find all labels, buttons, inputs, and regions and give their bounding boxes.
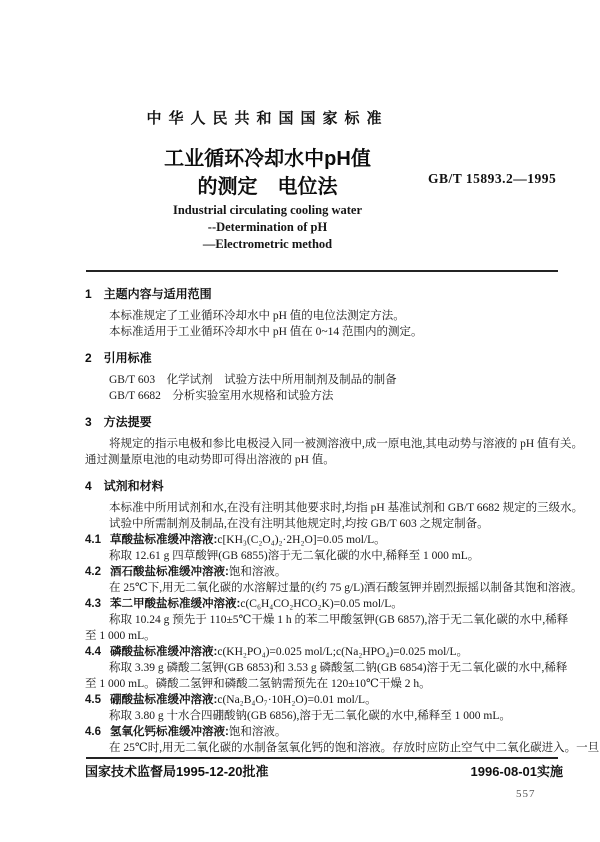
text-line: 至 1 000 mL。磷酸二氢钾和磷酸二氢钠需预先在 120±10℃干燥 2 h。	[85, 678, 431, 690]
text-line: 试验中所需制剂及制品,在没有注明其他规定时,均按 GB/T 603 之规定制备。	[109, 518, 489, 530]
english-title-line3: —Electrometric method	[202, 237, 333, 251]
body-lines	[85, 286, 600, 756]
clause-line	[85, 644, 567, 660]
clause-number: 4.1	[85, 534, 101, 546]
text-line: GB/T 6682 分析实验室用水规格和试验方法	[109, 390, 334, 402]
clause-line	[85, 532, 567, 548]
text-line: 在 25℃下,用无二氧化碳的水溶解过量的(约 75 g/L)酒石酸氢钾并剧烈振摇以制备其饱和溶液。	[109, 582, 583, 594]
footer-divider-rule	[86, 757, 558, 759]
clause-number: 4.2	[85, 566, 101, 578]
text-line: 称取 12.61 g 四草酸钾(GB 6855)溶于无二氧化碳的水中,稀释至 1 000 mL。	[109, 550, 480, 562]
page-number: 557	[516, 788, 536, 800]
text-line: 称取 10.24 g 预先于 110±5℃干燥 1 h 的苯二甲酸氢钾(GB 6857),溶于无二氧化碳的水中,稀释	[109, 614, 569, 626]
english-title	[0, 202, 535, 253]
clause-number: 4.5	[85, 694, 101, 706]
section-heading: 3 方法提要	[85, 415, 152, 429]
clause-text: c(KH₂PO₄)=0.025 mol/L;c(Na₂HPO₄)=0.025 mol/L。	[217, 646, 469, 658]
approval-notice: 国家技术监督局1995-12-20批准	[85, 764, 269, 779]
text-line: 本标准规定了工业循环冷却水中 pH 值的电位法测定方法。	[109, 310, 405, 322]
document-title-line2: 的测定 电位法	[197, 176, 338, 198]
clause-label: 氢氧化钙标准缓冲溶液:	[110, 726, 229, 738]
clause-label: 酒石酸盐标准缓冲溶液:	[110, 566, 229, 578]
text-line: 将规定的指示电极和参比电极浸入同一被测溶液中,成一原电池,其电动势与溶液的 pH 值有关。	[109, 438, 584, 450]
text-line: 称取 3.39 g 磷酸二氢钾(GB 6853)和 3.53 g 磷酸氢二钠(GB 6854)溶于无二氧化碳的水中,稀释	[109, 662, 568, 674]
clause-number: 4.6	[85, 726, 101, 738]
clause-label: 硼酸盐标准缓冲溶液:	[110, 694, 218, 706]
standard-code: GB/T 15893.2—1995	[428, 171, 557, 186]
national-standard-label: 中华人民共和国国家标准	[146, 110, 389, 127]
footer	[85, 761, 563, 780]
text-line: 通过测量原电池的电动势即可得出溶液的 pH 值。	[85, 454, 335, 466]
document-title-line1: 工业循环冷却水中pH值	[164, 148, 371, 170]
header-divider-rule	[86, 270, 558, 272]
clause-text: 饱和溶液。	[228, 566, 287, 578]
clause-text: c(C₆H₄CO₂HCO₂K)=0.05 mol/L。	[240, 598, 403, 610]
text-line: GB/T 603 化学试剂 试验方法中所用制剂及制品的制备	[109, 374, 397, 386]
clause-number: 4.3	[85, 598, 101, 610]
text-line: 至 1 000 mL。	[85, 630, 156, 642]
english-title-line1: Industrial circulating cooling water	[172, 203, 362, 217]
clause-line	[85, 596, 567, 612]
clause-label: 草酸盐标准缓冲溶液:	[110, 534, 218, 546]
english-title-line2: --Determination of pH	[207, 220, 328, 234]
section-heading: 1 主题内容与适用范围	[85, 287, 212, 301]
clause-line	[85, 692, 567, 708]
clause-text: c(Na₂B₄O₇·10H₂O)=0.01 mol/L。	[217, 694, 377, 706]
clause-line	[85, 724, 567, 740]
clause-text: c[KH₃(C₂O₄)₂·2H₂O]=0.05 mol/L。	[217, 534, 386, 546]
section-heading: 4 试剂和材料	[85, 479, 164, 493]
text-line: 本标准中所用试剂和水,在没有注明其他要求时,均指 pH 基准试剂和 GB/T 6682 规定的三级水。	[109, 502, 584, 514]
clause-line	[85, 564, 567, 580]
implementation-date: 1996-08-01实施	[470, 764, 563, 779]
clause-label: 磷酸盐标准缓冲溶液:	[110, 646, 218, 658]
text-line: 称取 3.80 g 十水合四硼酸钠(GB 6856),溶于无二氧化碳的水中,稀释至 1 000 mL。	[109, 710, 511, 722]
section-heading: 2 引用标准	[85, 351, 152, 365]
text-line: 本标准适用于工业循环冷却水中 pH 值在 0~14 范围内的测定。	[109, 326, 423, 338]
clause-label: 苯二甲酸盐标准缓冲溶液:	[110, 598, 241, 610]
text-line: 在 25℃时,用无二氧化碳的水制备氢氧化钙的饱和溶液。存放时应防止空气中二氧化碳进入。一旦	[109, 742, 600, 754]
clause-text: 饱和溶液。	[228, 726, 287, 738]
clause-number: 4.4	[85, 646, 101, 658]
